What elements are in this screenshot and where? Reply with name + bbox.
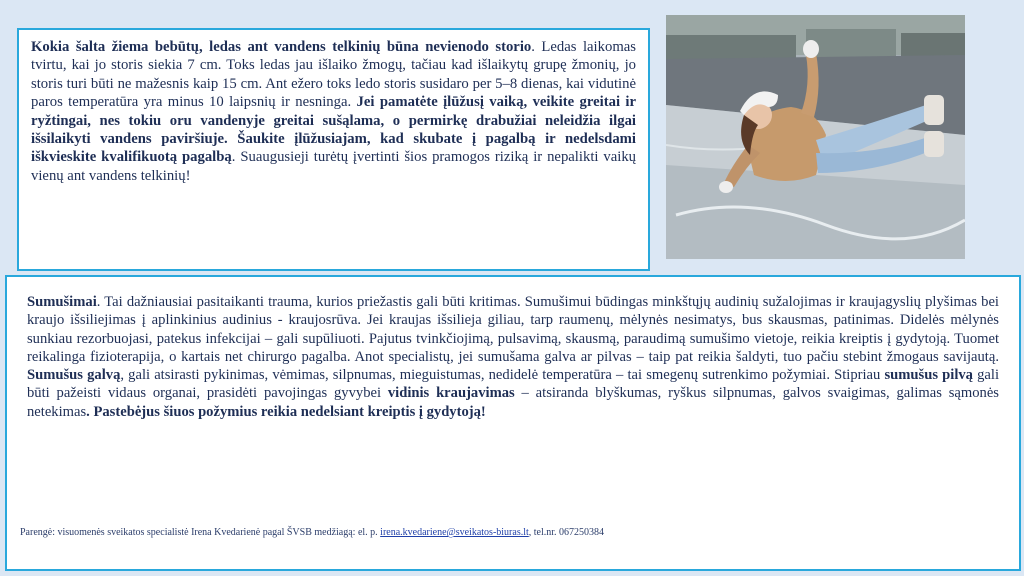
ice-safety-heading: Kokia šalta žiema bebūtų, ledas ant vandens telkinių būna nevienodo storio	[31, 39, 532, 55]
ice-safety-paragraph: Kokia šalta žiema bebūtų, ledas ant vandens telkinių būna nevienodo storio. Ledas laikomas tvirtu, kai jo storis siekia 7 cm. Toks ledas jau išlaiko žmogų, tačiau kad išlaikytų grupę žmonių, jo storis turi būti ne mažesnis kaip 15 cm. Ant ežero toks ledo storis susidaro per 5–8 dienas, kai vidutinė paros temperatūra yra minus 10 laipsnių ir nesninga. Jei pamatėte įlūžusį vaiką, veikite greitai ir ryžtingai, nes tokiu oru vandenyje greitai sušąlama, o permirkę drabužiai neleidžia ilgai išsilaikyti vandens paviršiuje. Šaukite įlūžusiajam, kad skubate į pagalbą ir nedelsdami iškvieskite kvalifikuotą pagalbą. Suaugusieji turėtų įvertinti šios pramogos riziką ir nepalikti vaikų vienų ant vandens telkinių!	[31, 39, 637, 184]
bruises-paragraph: Sumušimai. Tai dažniausiai pasitaikanti trauma, kurios priežastis gali būti kritimas. Sumušimui būdingas minkštųjų audinių sužalojimas ir kraujagyslių plyšimas bei kraujo išsiliejimas į aplinkinius audinius - kraujosrūva. Jei kraujas išsilieja giliau, tarp raumenų, mėlynės nesimatys, bus skausmas, patinimas. Didelės mėlynės sunkiau rezorbuojasi, patekus infekcijai – gali supūliuoti. Pajutus tvinkčiojimą, pulsavimą, skausmą, paraudimą sumušimo vietoje, reikia kreiptis į gydytoją. Tuomet reikalinga fizioterapija, o kartais net chirurgo pagalba. Anot specialistų, jei sumušama galva ar pilvas – taip pat reikia šaldyti, tuo pačiu stebint žmogaus savijautą. Sumušus galvą, gali atsirasti pykinimas, vėmimas, silpnumas, mieguistumas, nedidelė temperatūra – tai smegenų sutrenkimo požymiai. Stipriau sumušus pilvą gali būti pažeisti vidaus organai, prasidėti pavojingas gyvybei vidinis kraujavimas – atsiranda blyškumas, ryškus silpnumas, galvos svaigimas, galimas sąmonės netekimas. Pastebėjus šiuos požymius reikia nedelsiant kreiptis į gydytoją!	[27, 294, 1000, 420]
author-email-link[interactable]: irena.kvedariene@sveikatos-biuras.lt	[380, 527, 529, 538]
slipping-illustration	[666, 15, 965, 259]
ice-safety-text-box	[17, 28, 650, 271]
author-credit: Parengė: visuomenės sveikatos specialistė Irena Kvedarienė pagal ŠVSB medžiagą: el. p. irena.kvedariene@sveikatos-biuras.lt, tel.nr. 067250384	[20, 527, 605, 538]
woman-slipping-on-ice-photo	[666, 15, 965, 259]
rescue-advice: Jei pamatėte įlūžusį vaiką, veikite greitai ir ryžtingai, nes tokiu oru vandenyje greitai sušąlama, o permirkę drabužiai neleidžia ilgai išsilaikyti vandens paviršiuje. Šaukite įlūžusiajam, kad skubate į pagalbą ir nedelsdami iškvieskite kvalifikuotą pagalbą	[31, 94, 636, 166]
bruises-heading: Sumušimai	[27, 294, 97, 310]
doctor-warning: . Pastebėjus šiuos požymius reikia nedelsiant kreiptis į gydytoją!	[86, 403, 486, 420]
